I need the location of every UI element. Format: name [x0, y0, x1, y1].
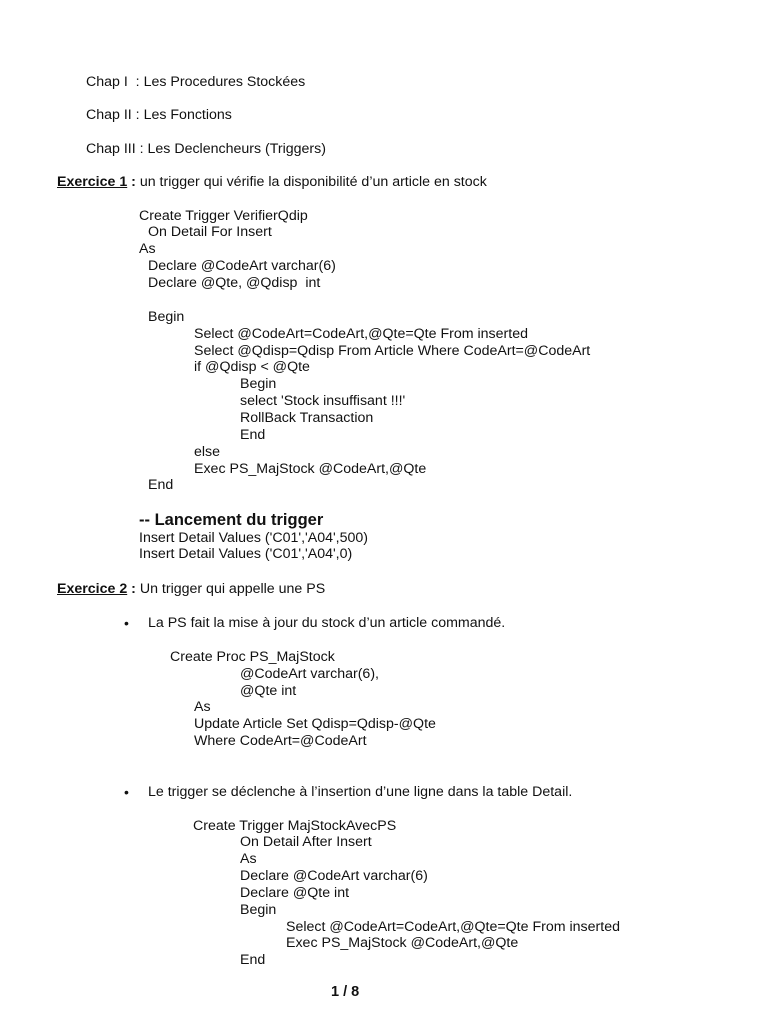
- exercise-1-label: Exercice 1: [57, 174, 128, 190]
- launch-heading: -- Lancement du trigger: [139, 511, 324, 529]
- code-line: Select @Qdisp=Qdisp From Article Where CodeArt=@CodeArt: [194, 343, 591, 359]
- bullet-text-1: La PS fait la mise à jour du stock d’un article commandé.: [148, 615, 506, 631]
- code-line: Begin: [148, 309, 185, 325]
- code-line: Exec PS_MajStock @CodeArt,@Qte: [286, 935, 519, 951]
- chapter-3: Chap III : Les Declencheurs (Triggers): [86, 141, 326, 157]
- code-line: Declare @Qte int: [240, 885, 350, 901]
- code-line: select 'Stock insuffisant !!!': [240, 393, 406, 409]
- code-line: Create Trigger MajStockAvecPS: [193, 818, 397, 834]
- code-line: End: [240, 427, 266, 443]
- code-line: On Detail For Insert: [148, 224, 272, 240]
- bullet-icon: •: [124, 784, 129, 800]
- code-line: Insert Detail Values ('C01','A04',500): [139, 530, 369, 546]
- code-line: RollBack Transaction: [240, 410, 374, 426]
- chapter-1: Chap I : Les Procedures Stockées: [86, 74, 306, 90]
- code-line: Begin: [240, 376, 277, 392]
- code-line: Exec PS_MajStock @CodeArt,@Qte: [194, 461, 427, 477]
- code-line: Declare @Qte, @Qdisp int: [148, 275, 321, 291]
- code-line: As: [240, 851, 257, 867]
- code-line: End: [240, 952, 266, 968]
- code-line: As: [194, 699, 211, 715]
- code-line: else: [194, 444, 221, 460]
- exercise-1-heading: [57, 174, 487, 191]
- chapter-2: Chap II : Les Fonctions: [86, 107, 232, 123]
- code-line: Where CodeArt=@CodeArt: [194, 733, 367, 749]
- code-line: @CodeArt varchar(6),: [240, 666, 379, 682]
- exercise-1-separator: :: [127, 174, 140, 190]
- code-line: End: [148, 477, 174, 493]
- code-line: @Qte int: [240, 683, 297, 699]
- code-line: Update Article Set Qdisp=Qdisp-@Qte: [194, 716, 436, 732]
- code-line: Create Proc PS_MajStock: [170, 649, 335, 665]
- code-line: As: [139, 241, 156, 257]
- bullet-text-2: Le trigger se déclenche à l’insertion d’une ligne dans la table Detail.: [148, 784, 573, 800]
- code-line: Create Trigger VerifierQdip: [139, 208, 308, 224]
- code-line: if @Qdisp < @Qte: [194, 359, 310, 375]
- exercise-1-description: un trigger qui vérifie la disponibilité d’un article en stock: [139, 174, 487, 190]
- exercise-2-label: Exercice 2: [57, 581, 128, 597]
- exercise-2-heading: [57, 581, 325, 598]
- page-number: 1 / 8: [331, 984, 360, 1000]
- code-line: Select @CodeArt=CodeArt,@Qte=Qte From inserted: [286, 919, 620, 935]
- code-line: Begin: [240, 902, 277, 918]
- bullet-icon: •: [124, 615, 129, 631]
- code-line: Select @CodeArt=CodeArt,@Qte=Qte From inserted: [194, 326, 528, 342]
- code-line: Declare @CodeArt varchar(6): [240, 868, 428, 884]
- exercise-2-separator: :: [127, 581, 140, 597]
- code-line: Insert Detail Values ('C01','A04',0): [139, 546, 353, 562]
- code-line: On Detail After Insert: [240, 834, 372, 850]
- code-line: Declare @CodeArt varchar(6): [148, 258, 336, 274]
- exercise-2-description: Un trigger qui appelle une PS: [139, 581, 326, 597]
